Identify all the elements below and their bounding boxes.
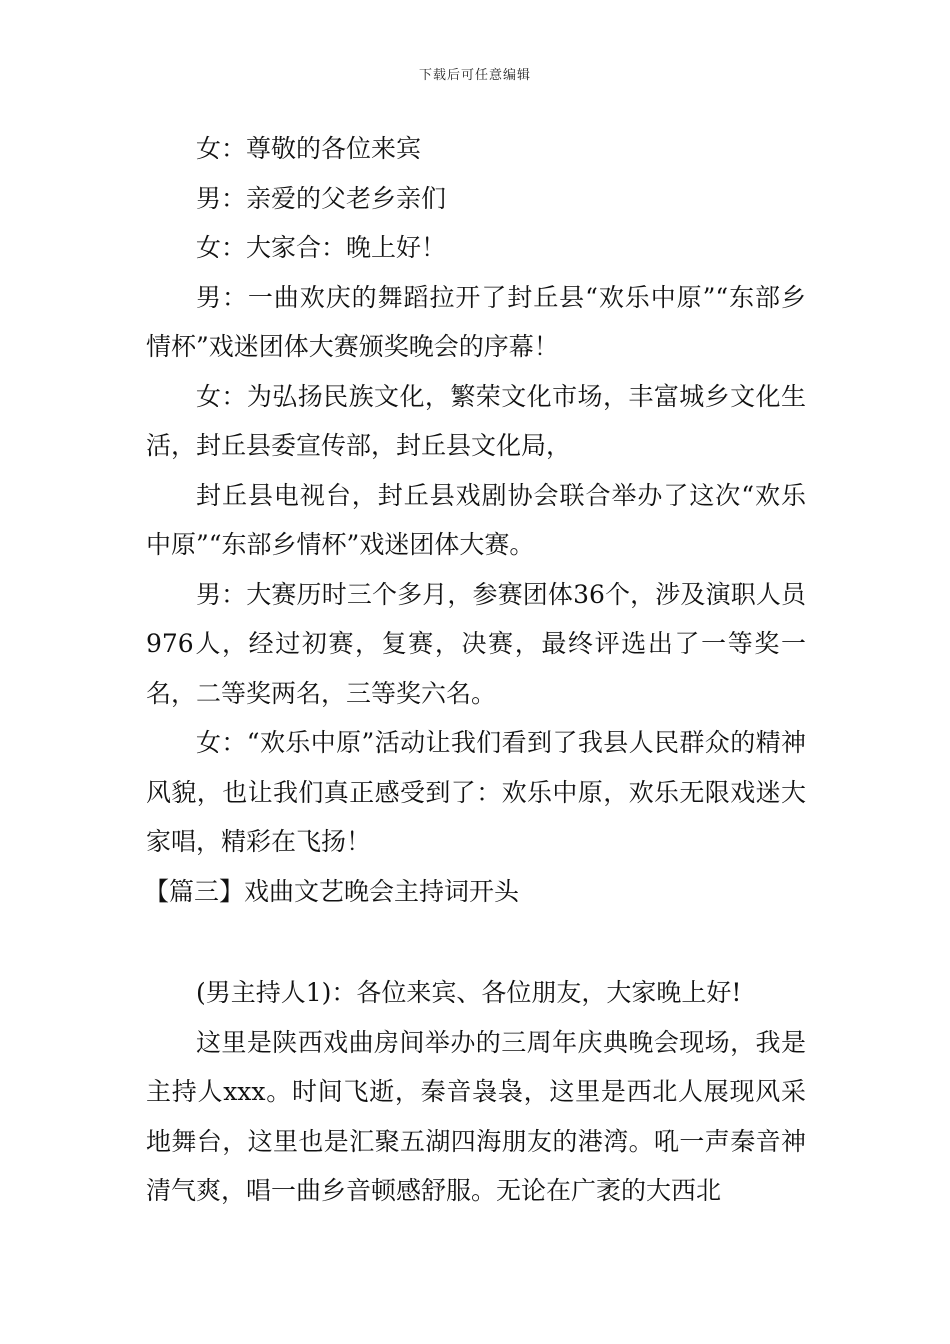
dialogue-line: 男：亲爱的父老乡亲们 [196, 183, 447, 213]
section-spacer [146, 916, 806, 968]
document-body [146, 124, 806, 1216]
dialogue-paragraph: 女：“欢乐中原”活动让我们看到了我县人民群众的精神风貌，也让我们真正感受到了：欢乐中原，欢乐无限戏迷大家唱，精彩在飞扬！ [146, 728, 806, 856]
dialogue-paragraph: 男：一曲欢庆的舞蹈拉开了封丘县“欢乐中原”“东部乡情杯”戏迷团体大赛颁奖晚会的序幕！ [146, 282, 806, 361]
dialogue-paragraph: 男：大赛历时三个多月，参赛团体36个，涉及演职人员976人，经过初赛，复赛，决赛，最终评选出了一等奖一名，二等奖两名，三等奖六名。 [146, 579, 806, 708]
host-paragraph: (男主持人1)：各位来宾、各位朋友，大家晚上好! [196, 978, 742, 1007]
dialogue-line: 女：大家合：晚上好！ [196, 233, 447, 262]
dialogue-line: 女：尊敬的各位来宾 [196, 134, 422, 163]
dialogue-paragraph: 女：为弘扬民族文化，繁荣文化市场，丰富城乡文化生活，封丘县委宣传部，封丘县文化局， [146, 381, 806, 460]
section-heading: 【篇三】戏曲文艺晚会主持词开头 [144, 876, 520, 906]
host-paragraph: 这里是陕西戏曲房间举办的三周年庆典晚会现场，我是主持人xxx。时间飞逝，秦音袅袅，这里是西北人展现风采地舞台，这里也是汇聚五湖四海朋友的港湾。吼一声秦音神清气爽，唱一曲乡音顿感舒服。无论在广袤的大西北 [146, 1027, 806, 1205]
dialogue-paragraph: 封丘县电视台，封丘县戏剧协会联合举办了这次“欢乐中原”“东部乡情杯”戏迷团体大赛。 [146, 480, 806, 559]
page-header: 下载后可任意编辑 [418, 68, 531, 83]
